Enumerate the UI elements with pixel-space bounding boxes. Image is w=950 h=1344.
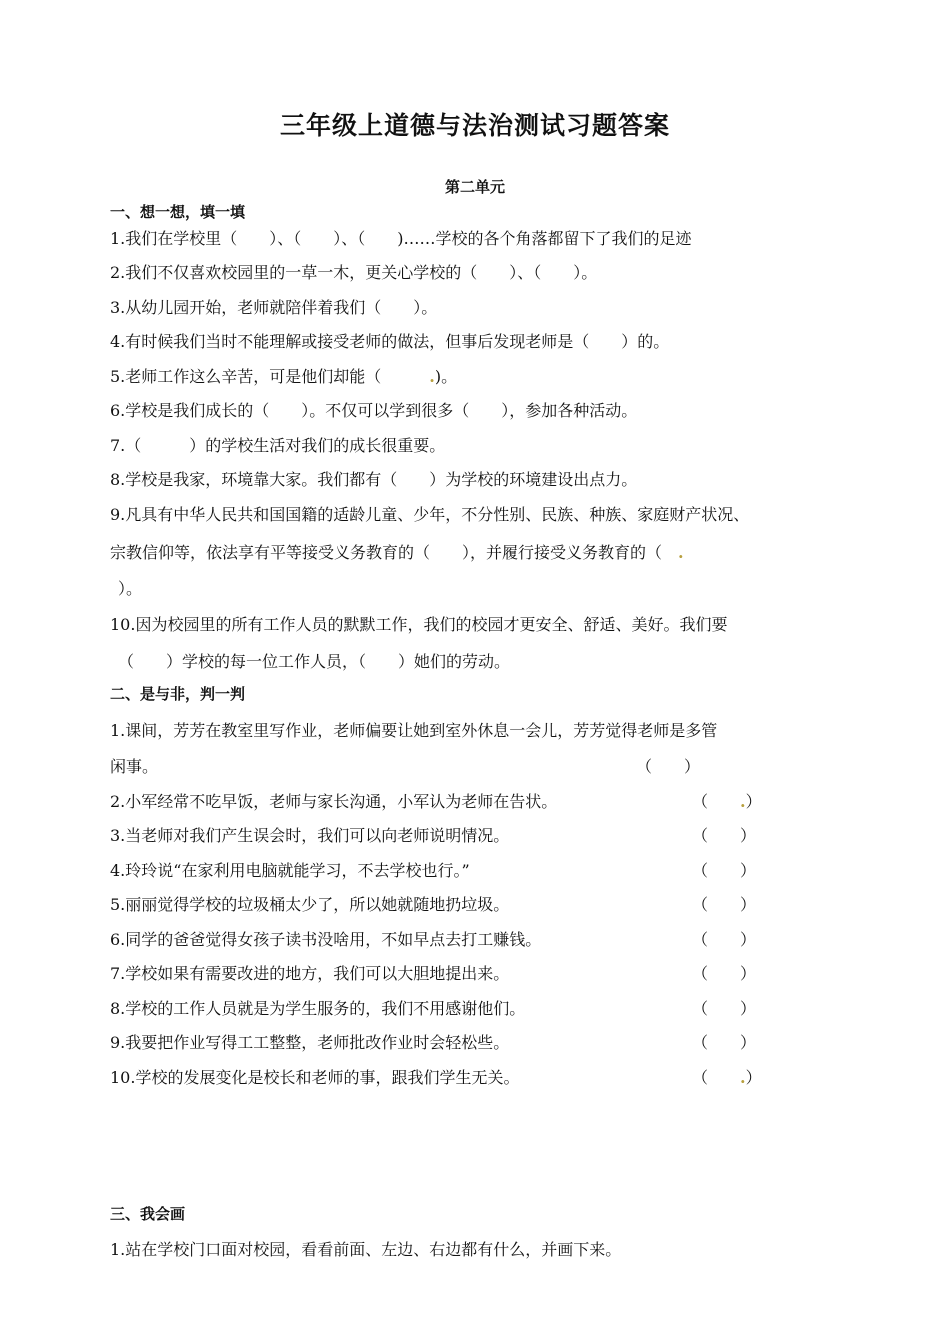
judge-question-8: 8.学校的工作人员就是为学生服务的，我们不用感谢他们。 <box>110 999 526 1018</box>
judge-question-1-line-1: 1.课间，芳芳在教室里写作业，老师偏要让她到室外休息一会儿，芳芳觉得老师是多管 <box>110 721 718 740</box>
draw-question-1: 1.站在学校门口面对校园，看看前面、左边、右边都有什么，并画下来。 <box>110 1240 622 1259</box>
answer-parentheses <box>692 789 762 812</box>
section-draw-heading: 三、我会画 <box>110 1205 186 1223</box>
section-fill-heading: 一、想一想，填一填 <box>110 203 246 221</box>
answer-parentheses: （ ） <box>692 930 757 949</box>
answer-paren-close: ） <box>745 1068 762 1087</box>
marker-dot: . <box>740 792 746 811</box>
judge-question-1-line-2: 闲事。 <box>110 757 159 776</box>
fill-question-1: 1.我们在学校里（ ）、（ ）、（ )……学校的各个角落都留下了我们的足迹 <box>110 229 692 248</box>
section-judge-heading: 二、是与非，判一判 <box>110 685 246 703</box>
fill-question-10-line-2: （ ）学校的每一位工作人员，（ ）她们的劳动。 <box>118 652 511 671</box>
fill-question-2: 2.我们不仅喜欢校园里的一草一木，更关心学校的（ ）、（ ）。 <box>110 263 598 282</box>
answer-parentheses: （ ） <box>692 826 757 845</box>
fill-question-9-line-2 <box>110 540 684 563</box>
answer-parentheses <box>692 1065 762 1088</box>
fill-question-4: 4.有时候我们当时不能理解或接受老师的做法，但事后发现老师是（ ）的。 <box>110 332 670 351</box>
fill-question-8: 8.学校是我家，环境靠大家。我们都有（ ）为学校的环境建设出点力。 <box>110 470 638 489</box>
fill-question-5-end: )。 <box>434 367 458 386</box>
fill-question-9-line-1: 9.凡具有中华人民共和国国籍的适龄儿童、少年，不分性别、民族、种族、家庭财产状况、 <box>110 505 750 524</box>
answer-parentheses: （ ） <box>636 757 701 776</box>
marker-dot: . <box>678 543 684 562</box>
fill-question-7: 7.（ ）的学校生活对我们的成长很重要。 <box>110 436 446 455</box>
document-title: 三年级上道德与法治测试习题答案 <box>279 111 670 140</box>
judge-question-2: 2.小军经常不吃早饭，老师与家长沟通，小军认为老师在告状。 <box>110 792 558 811</box>
fill-question-9-text: 宗教信仰等，依法享有平等接受义务教育的（ ），并履行接受义务教育的（ <box>110 543 679 562</box>
answer-paren-open: （ <box>692 792 741 811</box>
answer-parentheses: （ ） <box>692 999 757 1018</box>
unit-heading: 第二单元 <box>444 178 505 196</box>
judge-question-6: 6.同学的爸爸觉得女孩子读书没啥用，不如早点去打工赚钱。 <box>110 930 542 949</box>
answer-parentheses: （ ） <box>692 964 757 983</box>
answer-parentheses: （ ） <box>692 861 757 880</box>
fill-question-10-line-1: 10.因为校园里的所有工作人员的默默工作，我们的校园才更安全、舒适、美好。我们要 <box>110 615 728 634</box>
fill-question-6: 6.学校是我们成长的（ ）。不仅可以学到很多（ ），参加各种活动。 <box>110 401 638 420</box>
answer-paren-close: ） <box>745 792 762 811</box>
judge-question-5: 5.丽丽觉得学校的垃圾桶太少了，所以她就随地扔垃圾。 <box>110 895 510 914</box>
answer-parentheses: （ ） <box>692 895 757 914</box>
judge-question-3: 3.当老师对我们产生误会时，我们可以向老师说明情况。 <box>110 826 510 845</box>
judge-question-10: 10.学校的发展变化是校长和老师的事，跟我们学生无关。 <box>110 1068 520 1087</box>
fill-question-3: 3.从幼儿园开始，老师就陪伴着我们（ ）。 <box>110 298 438 317</box>
judge-question-7: 7.学校如果有需要改进的地方，我们可以大胆地提出来。 <box>110 964 510 983</box>
answer-parentheses: （ ） <box>692 1033 757 1052</box>
fill-question-5 <box>110 364 457 387</box>
answer-paren-open: （ <box>692 1068 741 1087</box>
judge-question-9: 9.我要把作业写得工工整整，老师批改作业时会轻松些。 <box>110 1033 510 1052</box>
fill-question-5-text: 5.老师工作这么辛苦，可是他们却能（ <box>110 367 430 386</box>
judge-question-4: 4.玲玲说“在家利用电脑就能学习，不去学校也行。” <box>110 861 470 880</box>
marker-dot: . <box>429 367 435 386</box>
marker-dot: . <box>740 1068 746 1087</box>
fill-question-9-line-3: ）。 <box>118 579 143 598</box>
